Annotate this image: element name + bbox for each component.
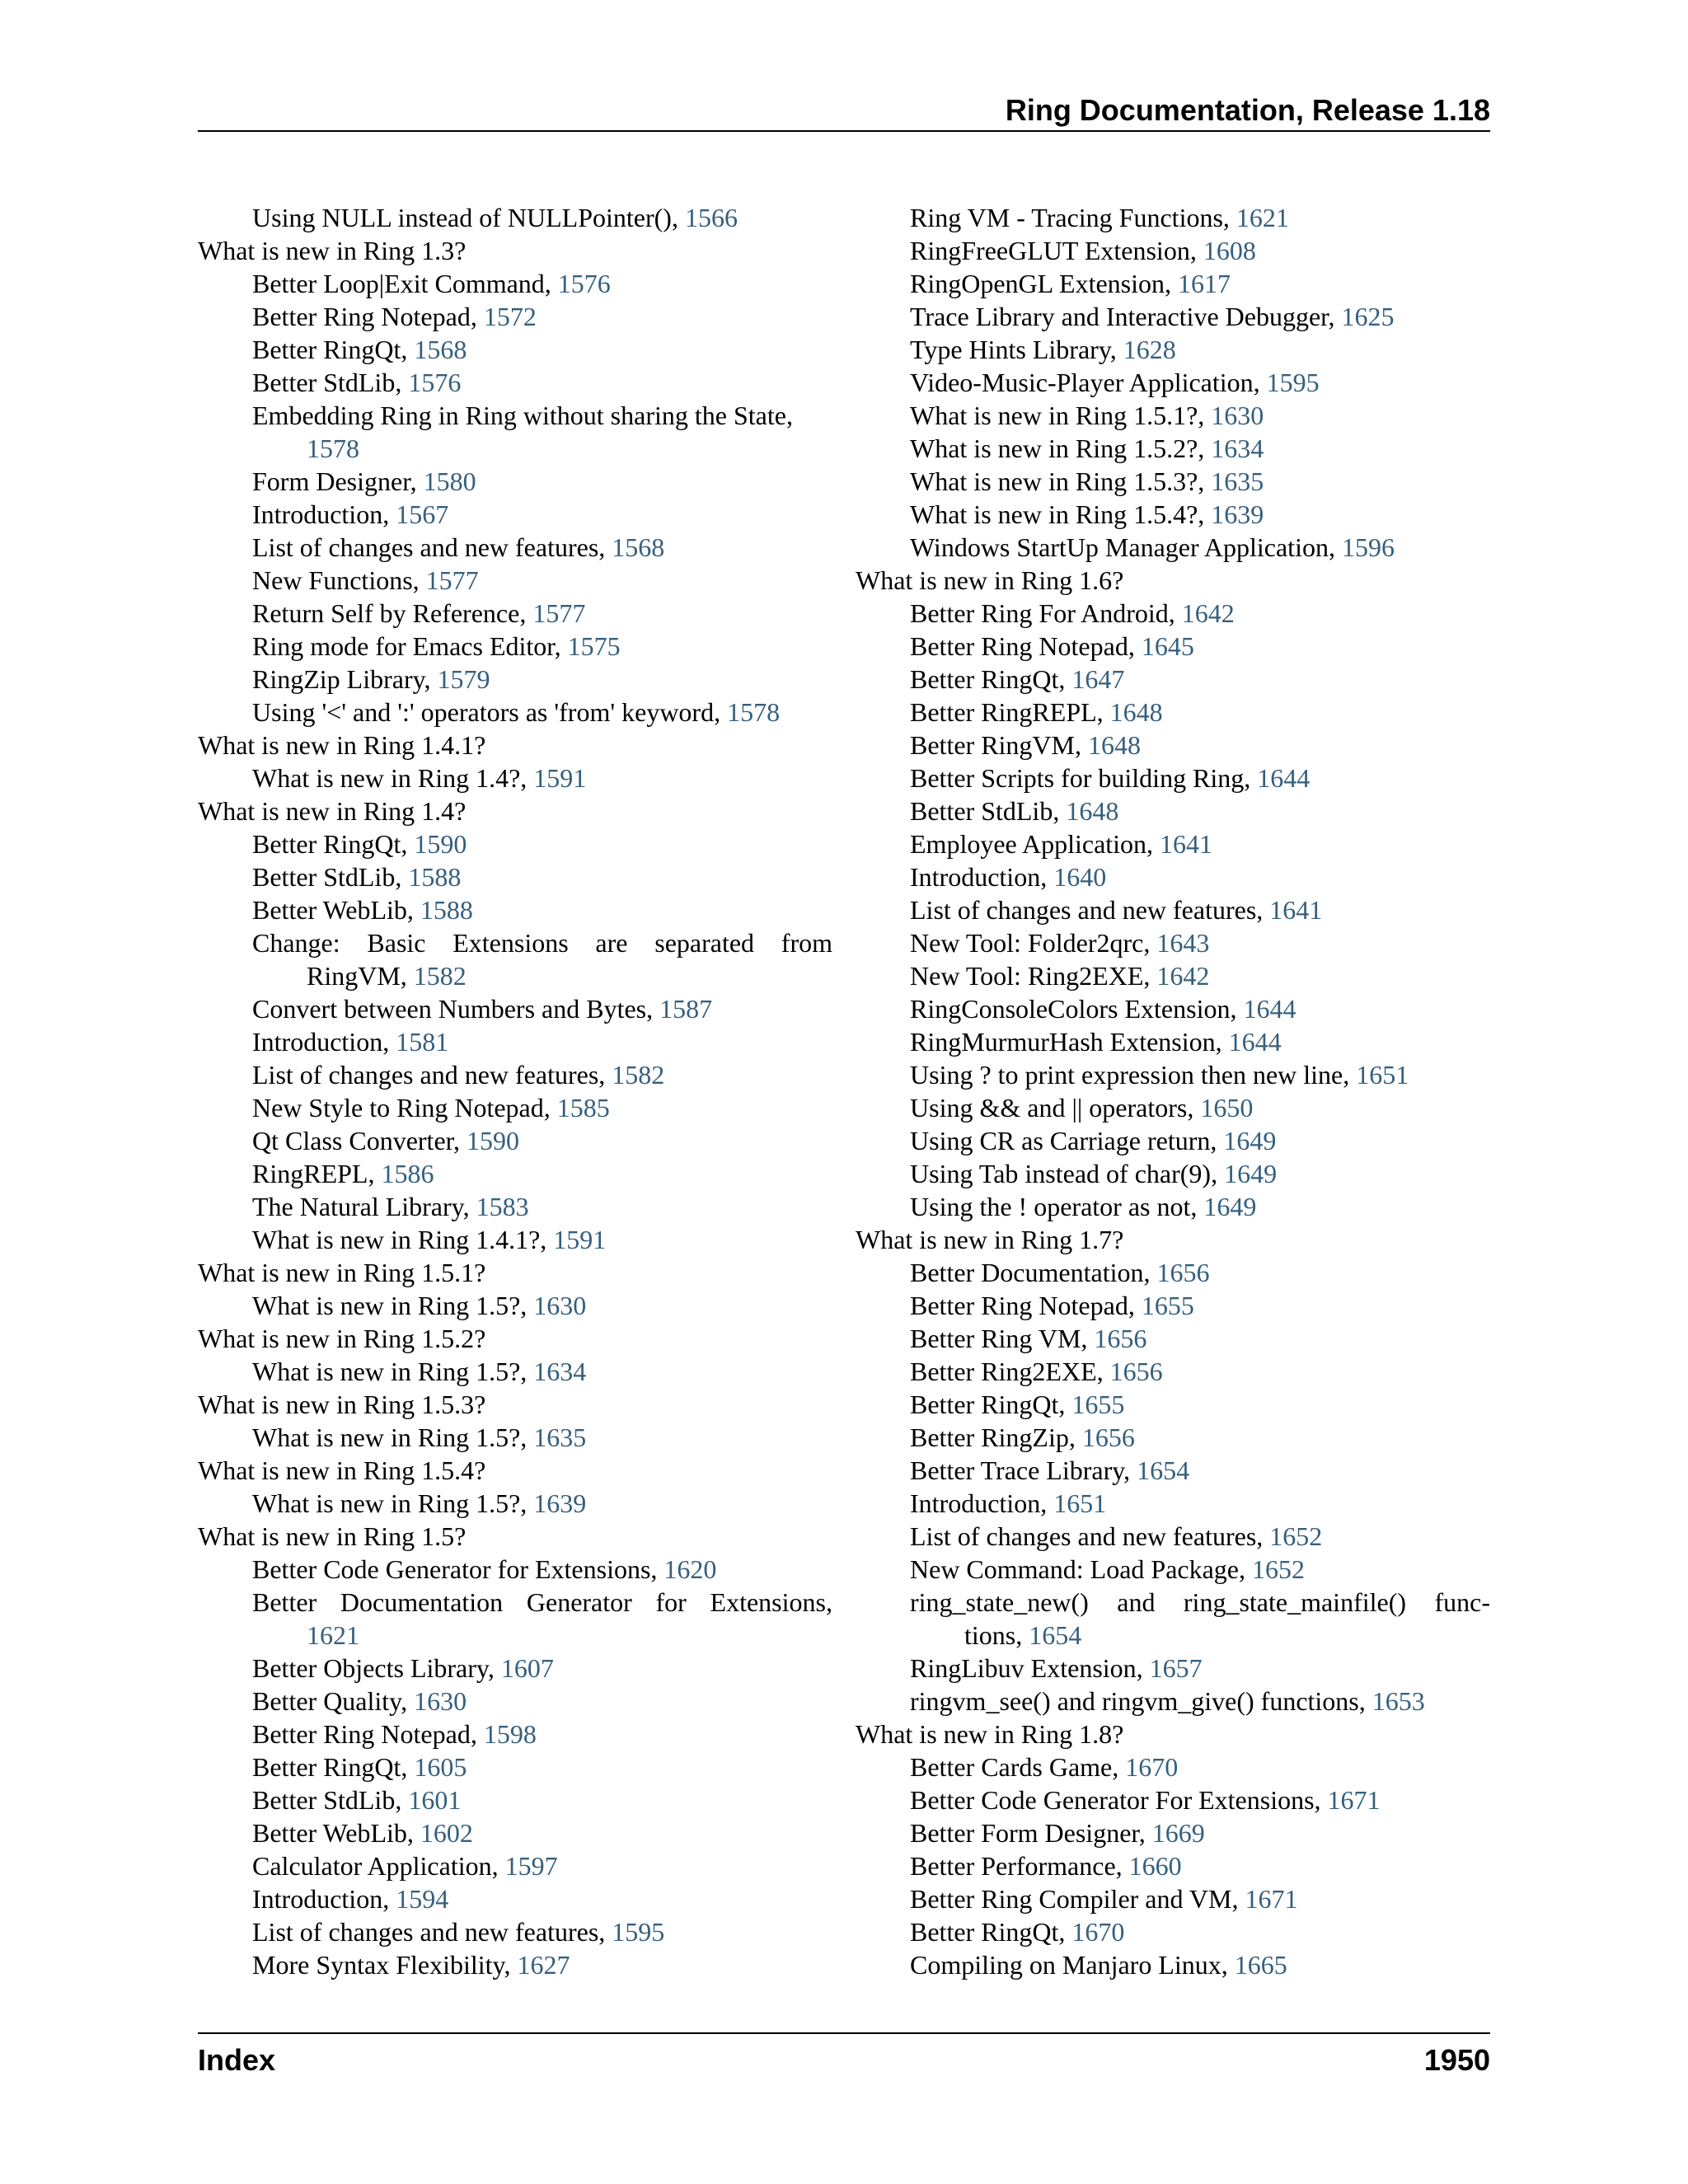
page-link[interactable]: 1608 — [1203, 236, 1256, 265]
index-entry: Better RingQt, 1655 — [910, 1390, 1125, 1419]
index-entry-justified: Better Documentation Generator for Extensions, — [252, 1587, 832, 1617]
index-entry: Form Designer, 1580 — [252, 466, 476, 496]
index-entry: Better Form Designer, 1669 — [910, 1818, 1205, 1848]
index-entry: New Command: Load Package, 1652 — [910, 1554, 1305, 1584]
page-link[interactable]: 1590 — [467, 1126, 520, 1155]
page-link[interactable]: 1634 — [533, 1357, 587, 1386]
page-link[interactable]: 1639 — [533, 1488, 587, 1518]
page-link[interactable]: 1670 — [1071, 1917, 1125, 1947]
index-entry: Better RingQt, 1605 — [252, 1752, 467, 1782]
index-entry-continuation: RingVM, 1582 — [307, 961, 467, 991]
index-entry: Better Code Generator for Extensions, 1620 — [252, 1554, 717, 1584]
index-entry: Better Code Generator For Extensions, 1671 — [910, 1785, 1381, 1815]
page-link[interactable]: 1645 — [1141, 631, 1194, 661]
index-entry: List of changes and new features, 1595 — [252, 1917, 665, 1947]
index-entry: Introduction, 1640 — [910, 862, 1107, 892]
index-entry: Better Trace Library, 1654 — [910, 1455, 1190, 1485]
page-link[interactable]: 1602 — [420, 1818, 473, 1848]
index-entry: What is new in Ring 1.5.3?, 1635 — [910, 466, 1264, 496]
index-heading: What is new in Ring 1.4? — [198, 796, 467, 826]
index-entry: Convert between Numbers and Bytes, 1587 — [252, 994, 713, 1024]
index-entry: Better Ring For Android, 1642 — [910, 598, 1235, 628]
page-link[interactable]: 1594 — [396, 1884, 449, 1914]
index-heading: What is new in Ring 1.8? — [856, 1719, 1124, 1749]
page-link[interactable]: 1644 — [1257, 763, 1311, 793]
index-entry: Better Ring Notepad, 1598 — [252, 1719, 537, 1749]
page-link[interactable]: 1634 — [1211, 434, 1264, 463]
page-link[interactable]: 1651 — [1356, 1060, 1409, 1090]
index-entry: What is new in Ring 1.5?, 1639 — [252, 1488, 587, 1518]
page-link[interactable]: 1595 — [1266, 368, 1320, 397]
page-link[interactable]: 1627 — [517, 1950, 570, 1980]
index-entry: Introduction, 1651 — [910, 1488, 1107, 1518]
page-link[interactable]: 1591 — [533, 763, 587, 793]
page-link[interactable]: 1665 — [1234, 1950, 1287, 1980]
page-link[interactable]: 1585 — [556, 1093, 610, 1122]
index-entry: Better RingQt, 1568 — [252, 335, 467, 364]
page-link[interactable]: 1655 — [1071, 1390, 1125, 1419]
page-link[interactable]: 1648 — [1109, 697, 1163, 727]
index-entry: Ring VM - Tracing Functions, 1621 — [910, 203, 1289, 232]
page-link[interactable]: 1670 — [1125, 1752, 1179, 1782]
page-link[interactable]: 1653 — [1372, 1686, 1425, 1716]
page-link[interactable]: 1649 — [1203, 1192, 1257, 1221]
index-entry: New Tool: Folder2qrc, 1643 — [910, 928, 1210, 958]
index-entry: Calculator Application, 1597 — [252, 1851, 558, 1881]
page-link[interactable]: 1630 — [533, 1291, 587, 1320]
index-entry: Better StdLib, 1588 — [252, 862, 462, 892]
index-entry: Better Ring Notepad, 1645 — [910, 631, 1194, 661]
page-link[interactable]: 1650 — [1200, 1093, 1254, 1122]
index-entry-justified: ring_state_new() and ring_state_mainfile() func- — [910, 1587, 1490, 1617]
running-footer — [198, 2042, 1490, 2079]
index-entry: Introduction, 1567 — [252, 499, 449, 529]
index-entry: Better WebLib, 1588 — [252, 895, 473, 925]
page-link[interactable]: 1580 — [423, 466, 476, 496]
index-entry-continuation — [198, 432, 832, 465]
page-link[interactable]: 1577 — [425, 565, 479, 595]
index-entry: What is new in Ring 1.5?, 1630 — [252, 1291, 587, 1320]
running-header: Ring Documentation, Release 1.18 — [1005, 93, 1490, 127]
page-link[interactable]: 1620 — [663, 1554, 717, 1584]
index-entry: The Natural Library, 1583 — [252, 1192, 529, 1221]
page-link[interactable]: 1586 — [381, 1159, 434, 1188]
index-entry-justified: Change: Basic Extensions are separated from — [252, 928, 832, 958]
index-heading: What is new in Ring 1.4.1? — [198, 730, 486, 760]
page-link[interactable]: 1588 — [408, 862, 462, 892]
page-link[interactable]: 1607 — [500, 1653, 554, 1683]
index-heading: What is new in Ring 1.5.1? — [198, 1258, 486, 1287]
index-heading: What is new in Ring 1.5? — [198, 1521, 467, 1551]
index-entry: Better Quality, 1630 — [252, 1686, 467, 1716]
index-entry: List of changes and new features, 1652 — [910, 1521, 1323, 1551]
index-column-right — [856, 201, 1490, 1981]
page-link[interactable]: 1582 — [413, 961, 467, 991]
index-entry: Better Ring2EXE, 1656 — [910, 1357, 1163, 1386]
page-link[interactable]: 1568 — [612, 532, 665, 562]
index-entry: What is new in Ring 1.4.1?, 1591 — [252, 1225, 607, 1254]
page-link[interactable]: 1596 — [1341, 532, 1395, 562]
page-link[interactable]: 1660 — [1128, 1851, 1182, 1881]
page-link[interactable]: 1578 — [307, 434, 359, 463]
index-entry: Better Ring Compiler and VM, 1671 — [910, 1884, 1298, 1914]
page-number: 1950 — [1423, 2043, 1490, 2077]
page-link[interactable]: 1588 — [420, 895, 473, 925]
page-link[interactable]: 1654 — [1137, 1455, 1190, 1485]
index-entry: Better StdLib, 1601 — [252, 1785, 462, 1815]
index-entry: New Tool: Ring2EXE, 1642 — [910, 961, 1210, 991]
page-link[interactable]: 1566 — [684, 203, 738, 232]
index-entry: List of changes and new features, 1568 — [252, 532, 665, 562]
index-entry: Better Performance, 1660 — [910, 1851, 1182, 1881]
page-link[interactable]: 1643 — [1156, 928, 1210, 958]
index-entry: RingFreeGLUT Extension, 1608 — [910, 236, 1256, 265]
index-entry: Better Scripts for building Ring, 1644 — [910, 763, 1311, 793]
index-entry: Using Tab instead of char(9), 1649 — [910, 1159, 1278, 1188]
page-link[interactable]: 1642 — [1156, 961, 1210, 991]
page-link[interactable]: 1654 — [1029, 1620, 1082, 1650]
index-entry: Windows StartUp Manager Application, 1596 — [910, 532, 1395, 562]
page-link[interactable]: 1577 — [532, 598, 586, 628]
index-entry: What is new in Ring 1.5.1?, 1630 — [910, 401, 1264, 430]
index-entry: Better Ring VM, 1656 — [910, 1324, 1147, 1353]
index-entry: RingREPL, 1586 — [252, 1159, 434, 1188]
page-link[interactable]: 1671 — [1327, 1785, 1381, 1815]
page-link[interactable]: 1576 — [557, 269, 611, 298]
footer-rule — [198, 2032, 1490, 2034]
index-entry: RingZip Library, 1579 — [252, 664, 490, 694]
page-link[interactable]: 1575 — [567, 631, 621, 661]
page-link[interactable]: 1591 — [553, 1225, 607, 1254]
page-link[interactable]: 1587 — [659, 994, 713, 1024]
index-entry: Better Objects Library, 1607 — [252, 1653, 554, 1683]
index-entry: Better Ring Notepad, 1572 — [252, 302, 537, 331]
page-link[interactable]: 1669 — [1151, 1818, 1205, 1848]
page-link[interactable]: 1656 — [1081, 1422, 1135, 1452]
page-link[interactable]: 1601 — [408, 1785, 462, 1815]
index-entry: Using '<' and ':' operators as 'from' keyword, 1578 — [252, 697, 781, 727]
index-entry: List of changes and new features, 1641 — [910, 895, 1323, 925]
page-link[interactable]: 1583 — [476, 1192, 529, 1221]
page-link[interactable]: 1644 — [1228, 1027, 1282, 1057]
index-entry: Better RingQt, 1647 — [910, 664, 1125, 694]
page-link[interactable]: 1648 — [1066, 796, 1119, 826]
page-link[interactable]: 1579 — [437, 664, 490, 694]
page-link[interactable]: 1581 — [396, 1027, 449, 1057]
index-entry: What is new in Ring 1.4?, 1591 — [252, 763, 587, 793]
index-entry: Compiling on Manjaro Linux, 1665 — [910, 1950, 1287, 1980]
page-link[interactable]: 1578 — [727, 697, 781, 727]
index-entry: What is new in Ring 1.5?, 1635 — [252, 1422, 587, 1452]
index-entry: Return Self by Reference, 1577 — [252, 598, 586, 628]
index-entry: Better RingZip, 1656 — [910, 1422, 1135, 1452]
page-link[interactable]: 1605 — [414, 1752, 467, 1782]
footer-section: Index — [198, 2043, 276, 2077]
page-link[interactable]: 1590 — [414, 829, 467, 859]
page-link[interactable]: 1621 — [1236, 203, 1289, 232]
index-entry-continuation: tions, 1654 — [964, 1620, 1082, 1650]
index-heading: What is new in Ring 1.6? — [856, 565, 1124, 595]
page-link[interactable]: 1617 — [1178, 269, 1231, 298]
page-link[interactable]: 1598 — [483, 1719, 537, 1749]
index-entry: What is new in Ring 1.5.4?, 1639 — [910, 499, 1264, 529]
index-heading: What is new in Ring 1.3? — [198, 236, 467, 265]
page-link[interactable]: 1642 — [1181, 598, 1235, 628]
index-column-left — [198, 201, 832, 1981]
page-link[interactable]: 1630 — [414, 1686, 467, 1716]
page-link[interactable]: 1595 — [612, 1917, 665, 1947]
page-link[interactable]: 1648 — [1087, 730, 1141, 760]
index-entry: Better RingVM, 1648 — [910, 730, 1141, 760]
page-link[interactable]: 1572 — [483, 302, 537, 331]
index-heading: What is new in Ring 1.7? — [856, 1225, 1124, 1254]
index-entry-continuation — [198, 1619, 832, 1652]
index-entry: Employee Application, 1641 — [910, 829, 1213, 859]
page-link[interactable]: 1628 — [1123, 335, 1176, 364]
index-entry: Better RingREPL, 1648 — [910, 697, 1163, 727]
page-link[interactable]: 1671 — [1245, 1884, 1298, 1914]
page-link[interactable]: 1621 — [307, 1620, 359, 1650]
index-heading: What is new in Ring 1.5.2? — [198, 1324, 486, 1353]
page-link[interactable]: 1644 — [1243, 994, 1296, 1024]
page-link[interactable]: 1655 — [1141, 1291, 1194, 1320]
page-link[interactable]: 1652 — [1269, 1521, 1323, 1551]
index-entry: Type Hints Library, 1628 — [910, 335, 1176, 364]
index-entry: Embedding Ring in Ring without sharing the State, — [252, 401, 793, 430]
index-entry: Better StdLib, 1576 — [252, 368, 462, 397]
index-entry: Trace Library and Interactive Debugger, 1625 — [910, 302, 1395, 331]
page-link[interactable]: 1647 — [1071, 664, 1125, 694]
index-entry: Better WebLib, 1602 — [252, 1818, 473, 1848]
page-link[interactable]: 1656 — [1109, 1357, 1163, 1386]
page-link[interactable]: 1656 — [1094, 1324, 1147, 1353]
page-link[interactable]: 1630 — [1211, 401, 1264, 430]
page-link[interactable]: 1652 — [1252, 1554, 1305, 1584]
index-entry: What is new in Ring 1.5?, 1634 — [252, 1357, 587, 1386]
index-entry: RingConsoleColors Extension, 1644 — [910, 994, 1296, 1024]
index-entry: More Syntax Flexibility, 1627 — [252, 1950, 570, 1980]
index-entry: Video-Music-Player Application, 1595 — [910, 368, 1320, 397]
index-entry: New Style to Ring Notepad, 1585 — [252, 1093, 610, 1122]
index-entry: Better Ring Notepad, 1655 — [910, 1291, 1194, 1320]
page-link[interactable]: 1641 — [1269, 895, 1323, 925]
index-entry: Better Documentation, 1656 — [910, 1258, 1210, 1287]
index-entry: Using && and || operators, 1650 — [910, 1093, 1254, 1122]
page-link[interactable]: 1651 — [1053, 1488, 1107, 1518]
page-link[interactable]: 1641 — [1160, 829, 1213, 859]
page-link[interactable]: 1656 — [1156, 1258, 1210, 1287]
page-link[interactable]: 1597 — [504, 1851, 558, 1881]
index-entry: Better RingQt, 1670 — [910, 1917, 1125, 1947]
page-link[interactable]: 1649 — [1223, 1126, 1277, 1155]
index-entry: RingOpenGL Extension, 1617 — [910, 269, 1231, 298]
page-link[interactable]: 1657 — [1149, 1653, 1203, 1683]
index-entry: Better Cards Game, 1670 — [910, 1752, 1179, 1782]
index-entry: Ring mode for Emacs Editor, 1575 — [252, 631, 621, 661]
index-entry: Introduction, 1581 — [252, 1027, 449, 1057]
page-link[interactable]: 1635 — [533, 1422, 587, 1452]
page-link[interactable]: 1582 — [612, 1060, 665, 1090]
page-link[interactable]: 1567 — [396, 499, 449, 529]
index-entry: Introduction, 1594 — [252, 1884, 449, 1914]
index-entry: List of changes and new features, 1582 — [252, 1060, 665, 1090]
index-entry: Better RingQt, 1590 — [252, 829, 467, 859]
page-link[interactable]: 1649 — [1224, 1159, 1278, 1188]
index-entry: What is new in Ring 1.5.2?, 1634 — [910, 434, 1264, 463]
index-entry: New Functions, 1577 — [252, 565, 479, 595]
index-entry: RingMurmurHash Extension, 1644 — [910, 1027, 1282, 1057]
index-entry: Using CR as Carriage return, 1649 — [910, 1126, 1277, 1155]
index-entry: Qt Class Converter, 1590 — [252, 1126, 520, 1155]
index-heading: What is new in Ring 1.5.3? — [198, 1390, 486, 1419]
index-entry: Better Loop|Exit Command, 1576 — [252, 269, 611, 298]
index-entry: RingLibuv Extension, 1657 — [910, 1653, 1203, 1683]
page-link[interactable]: 1639 — [1211, 499, 1264, 529]
page-link[interactable]: 1635 — [1211, 466, 1264, 496]
page-link[interactable]: 1576 — [408, 368, 462, 397]
page-link[interactable]: 1625 — [1341, 302, 1395, 331]
index-entry: Using ? to print expression then new line, 1651 — [910, 1060, 1409, 1090]
header-rule — [198, 130, 1490, 132]
page-link[interactable]: 1640 — [1053, 862, 1107, 892]
index-entry: Better StdLib, 1648 — [910, 796, 1119, 826]
index-entry: Using the ! operator as not, 1649 — [910, 1192, 1257, 1221]
index-entry: ringvm_see() and ringvm_give() functions, 1653 — [910, 1686, 1425, 1716]
page-link[interactable]: 1568 — [414, 335, 467, 364]
index-entry: Using NULL instead of NULLPointer(), 1566 — [252, 203, 738, 232]
index-heading: What is new in Ring 1.5.4? — [198, 1455, 486, 1485]
